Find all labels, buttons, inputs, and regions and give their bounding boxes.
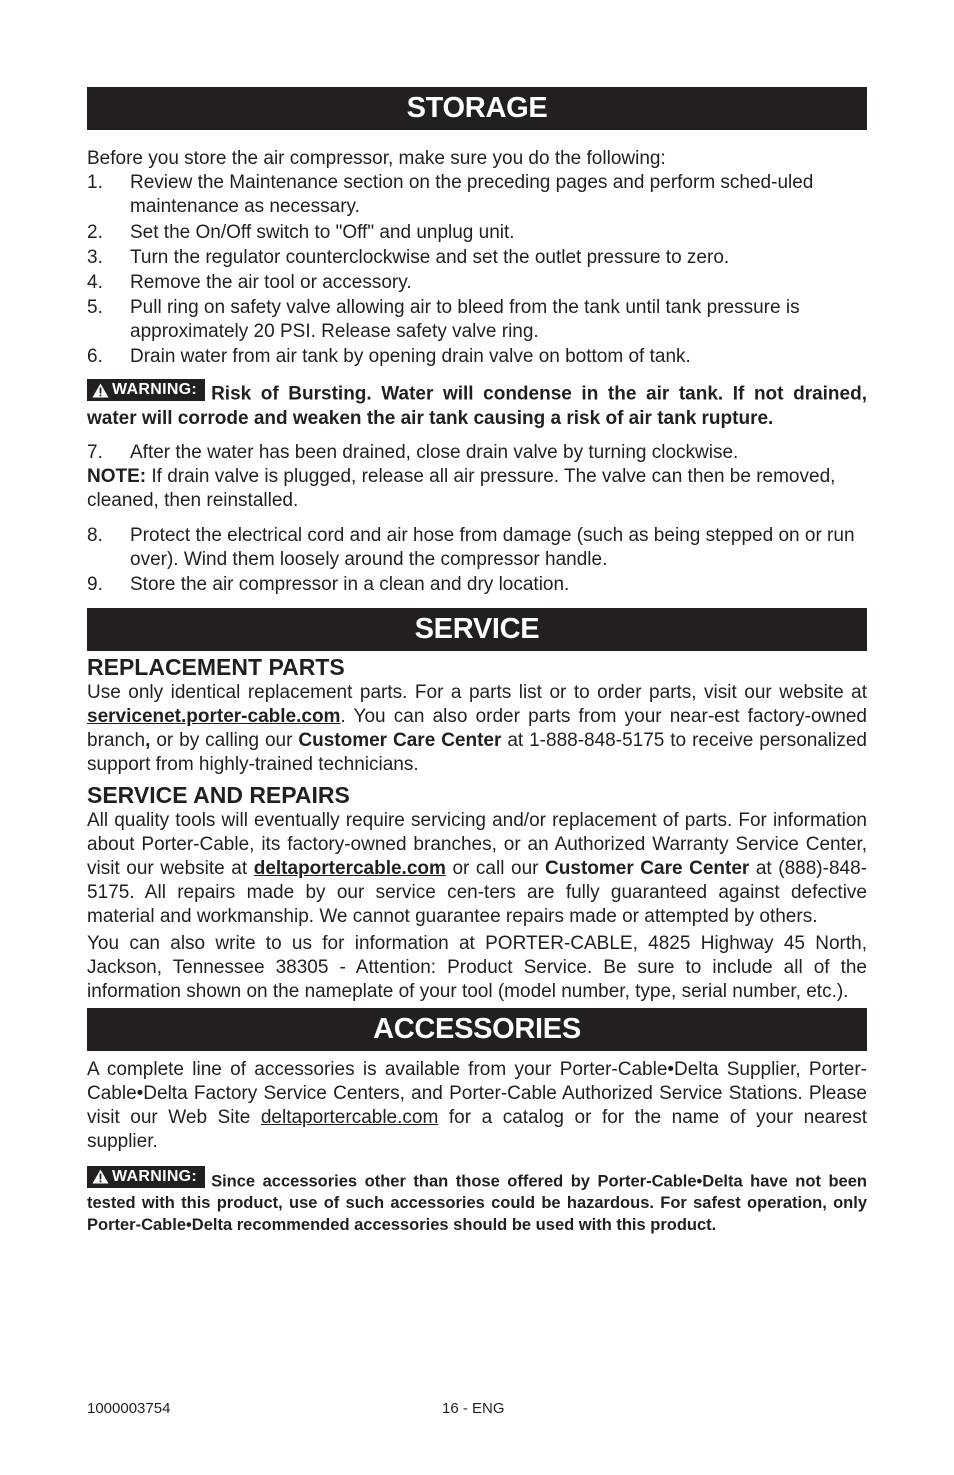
- list-item: 2. Set the On/Off switch to "Off" and unplug unit.: [87, 222, 515, 243]
- warning-triangle-icon: [92, 383, 109, 398]
- list-item: 8. Protect the electrical cord and air hose from damage (such as being stepped on or run over). Wind them loosely around the compressor handle.: [87, 524, 855, 570]
- storage-steps: [87, 171, 867, 369]
- warning-triangle-icon: [92, 1169, 109, 1184]
- service-repairs-text: All quality tools will eventually require servicing and/or replacement of parts. For information about Porter-Cable, its factory-owned branches, or an Authorized Warranty Service Center, visit our website at deltaportercable.com or call our Customer Care Center at (888)-848-5175. All repairs made by our service cen-ters are fully guaranteed against defective material and workmanship. We cannot guarantee repairs made or attempted by others.: [87, 809, 867, 927]
- accessories-website-link[interactable]: deltaportercable.com: [260, 1106, 439, 1128]
- bursting-warning: WARNING: Risk of Bursting. Water will condense in the air tank. If not drained, water will corrode and weaken the air tank causing a risk of air tank rupture.: [87, 381, 867, 429]
- accessories-banner: ACCESSORIES: [87, 1008, 867, 1051]
- accessories-warning: WARNING: Since accessories other than those offered by Porter-Cable•Delta have not been tested with this product, use of such accessories could be hazardous. For safest operation, only Porter-Cable•Delta recommended accessories should be used with this product.: [87, 1167, 867, 1234]
- service-repairs-heading: SERVICE AND REPAIRS: [87, 781, 350, 808]
- list-item: 3. Turn the regulator counterclockwise and set the outlet pressure to zero.: [87, 247, 730, 268]
- storage-intro: Before you store the air compressor, make sure you do the following:: [87, 148, 666, 169]
- list-item: 6. Drain water from air tank by opening drain valve on bottom of tank.: [87, 346, 691, 367]
- list-item: 1. Review the Maintenance section on the preceding pages and perform sched-uled maintenance as necessary.: [87, 172, 814, 217]
- list-item: 9. Store the air compressor in a clean and dry location.: [87, 573, 570, 595]
- warning-badge: WARNING:: [87, 379, 205, 401]
- replacement-parts-heading: REPLACEMENT PARTS: [87, 653, 345, 680]
- drain-valve-note: NOTE: If drain valve is plugged, release all air pressure. The valve can then be removed, cleaned, then reinstalled.: [87, 465, 836, 511]
- replacement-parts-text: Use only identical replacement parts. For a parts list or to order parts, visit our website at servicenet.porter-cable.com. You can also order parts from your near-est factory-owned branch, or by calling our Customer Care Center at 1-888-848-5175 to receive personalized support from highly-trained technicians.: [87, 681, 867, 775]
- storage-step-7: [87, 441, 867, 465]
- servicenet-link[interactable]: servicenet.porter-cable.com: [87, 705, 341, 727]
- list-item: 7. After the water has been drained, close drain valve by turning clockwise.: [87, 441, 739, 463]
- list-item: 4. Remove the air tool or accessory.: [87, 272, 412, 293]
- warning-badge: WARNING:: [87, 1166, 205, 1188]
- document-number: 1000003754: [87, 1400, 171, 1417]
- list-item: 5. Pull ring on safety valve allowing air to bleed from the tank until tank pressure is approximately 20 PSI. Release safety valve ring.: [87, 297, 800, 342]
- write-to-us-text: You can also write to us for information at PORTER-CABLE, 4825 Highway 45 North, Jackson, Tennessee 38305 - Attention: Product Service. Be sure to include all of the information shown on the nameplate of your tool (model number, type, serial number, etc.).: [87, 932, 867, 1002]
- page-number: 16 - ENG: [442, 1400, 505, 1417]
- deltaportercable-link[interactable]: deltaportercable.com: [253, 857, 446, 879]
- storage-steps-more: [87, 524, 867, 597]
- storage-banner: STORAGE: [87, 87, 867, 130]
- service-banner: SERVICE: [87, 608, 867, 651]
- accessories-text: A complete line of accessories is available from your Porter-Cable•Delta Supplier, Porter-Cable•Delta Factory Service Centers, and Porter-Cable Authorized Service Stations. Please visit our Web Site deltaportercable.com for a catalog or for the name of your nearest supplier.: [87, 1058, 868, 1152]
- manual-page: [87, 87, 867, 1236]
